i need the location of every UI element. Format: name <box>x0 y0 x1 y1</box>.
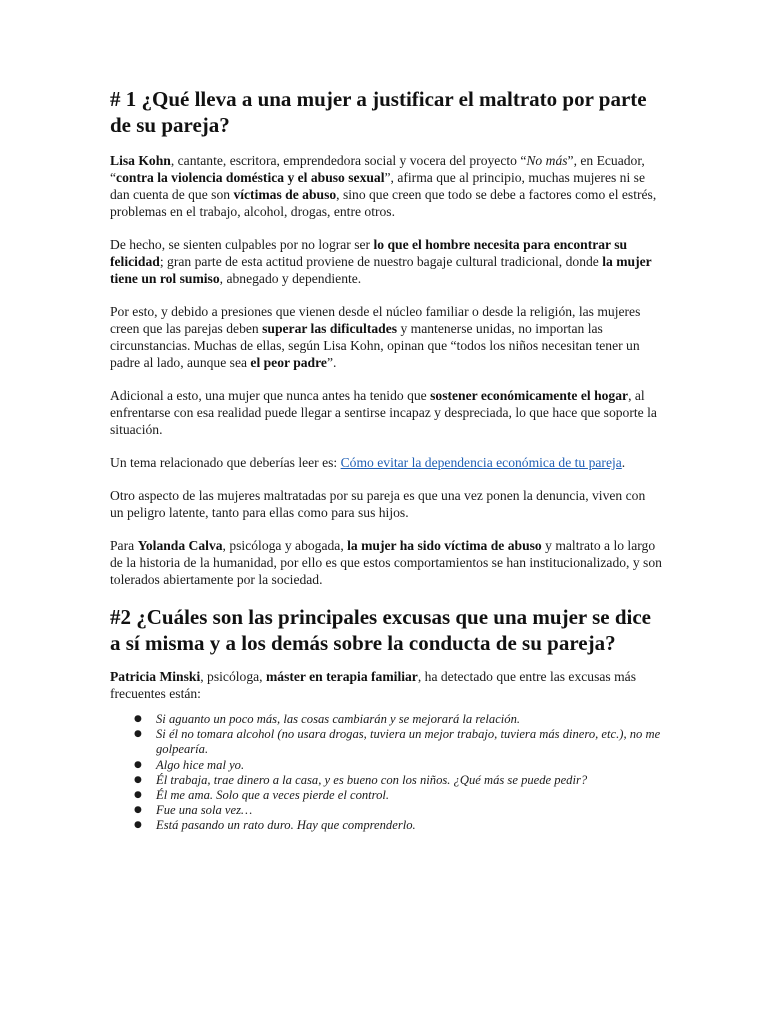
text-span: , psicóloga, <box>200 669 266 684</box>
person-name: Patricia Minski <box>110 669 201 684</box>
bold-phrase: el peor padre <box>250 355 327 370</box>
text-span: , al enfrentarse con esa realidad puede llegar a sentirse incapaz y despreciada, lo que hace que soporte la situación. <box>110 388 657 437</box>
bullet-icon: ● <box>134 729 142 740</box>
text-span: Para <box>110 538 138 553</box>
section-1-paragraph-4 <box>110 387 662 438</box>
bold-phrase: lo que el hombre necesita para encontrar su felicidad <box>110 237 628 269</box>
list-item <box>110 788 662 803</box>
text-span: y maltrato a lo largo de la historia de la humanidad, por ello es que estos comportamientos se han institucionalizado, y son tolerados abiertamente por la sociedad. <box>110 538 662 587</box>
bold-phrase: víctimas de abuso <box>233 187 337 202</box>
section-2-heading: #2 ¿Cuáles son las principales excusas que una mujer se dice a sí misma y a los demás sobre la conducta de su pareja? <box>110 605 651 655</box>
excuse-text: Está pasando un rato duro. Hay que comprenderlo. <box>156 818 416 833</box>
section-2-paragraph-1 <box>110 668 662 702</box>
text-span: ”, en Ecuador, “ <box>110 153 645 185</box>
list-item <box>110 712 662 727</box>
list-item <box>110 803 662 818</box>
bold-phrase: superar las dificultades <box>262 321 398 336</box>
bullet-icon: ● <box>134 820 142 831</box>
section-1-paragraph-1 <box>110 152 662 220</box>
page-body <box>110 86 662 834</box>
excuse-text: Él me ama. Solo que a veces pierde el control. <box>156 788 390 803</box>
text-span: De hecho, se sienten culpables por no lograr ser <box>110 237 374 252</box>
section-1-paragraph-3 <box>110 303 662 371</box>
bullet-icon: ● <box>134 790 142 801</box>
text-span: Un tema relacionado que deberías leer es: <box>110 455 341 470</box>
text-span: Por esto, y debido a presiones que vienen desde el núcleo familiar o desde la religión, las mujeres creen que las parejas deben <box>110 304 641 336</box>
bold-phrase: la mujer ha sido víctima de abuso <box>347 538 542 553</box>
section-1-heading: # 1 ¿Qué lleva a una mujer a justificar el maltrato por parte de su pareja? <box>110 87 647 137</box>
text-span: ”, afirma que al principio, muchas mujeres ni se dan cuenta de que son <box>110 170 645 202</box>
list-item <box>110 773 662 788</box>
bullet-icon: ● <box>134 714 142 724</box>
text-span: . <box>621 455 626 470</box>
person-name: Lisa Kohn <box>110 153 171 168</box>
bullet-icon: ● <box>134 774 142 785</box>
text-span: Adicional a esto, una mujer que nunca antes ha tenido que <box>110 388 431 403</box>
bold-phrase: sostener económicamente el hogar <box>430 388 629 403</box>
excuse-text: Si él no tomara alcohol (no usara drogas, tuviera un mejor trabajo, tuviera más dinero, etc.), no me golpearía. <box>156 727 661 757</box>
related-article-paragraph <box>110 454 662 471</box>
project-name: No más <box>526 153 568 168</box>
excuse-text: Él trabaja, trae dinero a la casa, y es bueno con los niños. ¿Qué más se puede pedir? <box>156 772 588 787</box>
related-article-link[interactable]: Cómo evitar la dependencia económica de tu pareja <box>340 455 622 470</box>
person-name: Yolanda Calva <box>137 538 223 553</box>
text-span: , sino que creen que todo se debe a factores como el estrés, problemas en el trabajo, alcohol, drogas, entre otros. <box>110 187 657 219</box>
bold-phrase: máster en terapia familiar <box>265 669 418 684</box>
list-item <box>110 727 662 757</box>
bold-phrase: contra la violencia doméstica y el abuso sexual <box>116 170 385 185</box>
text-span: , abnegado y dependiente. <box>219 271 362 286</box>
bullet-icon: ● <box>134 805 142 816</box>
list-item <box>110 818 662 833</box>
text-span: ; gran parte de esta actitud proviene de nuestro bagaje cultural tradicional, donde <box>159 254 603 269</box>
text-span: y mantenerse unidas, no importan las circunstancias. Muchas de ellas, según Lisa Kohn, opinan que “todos los niños necesitan tener un padre al lado, aunque sea <box>110 321 640 370</box>
section-1-paragraph-7 <box>110 537 662 588</box>
bullet-icon: ● <box>134 759 142 770</box>
excuse-text: Si aguanto un poco más, las cosas cambiarán y se mejorará la relación. <box>156 712 521 726</box>
text-span: , cantante, escritora, emprendedora social y vocera del proyecto “ <box>170 153 527 168</box>
excuses-list <box>110 712 662 834</box>
text-span: , psicóloga y abogada, <box>222 538 348 553</box>
text-span: , ha detectado que entre las excusas más frecuentes están: <box>110 669 637 701</box>
text-span: ”. <box>326 355 337 370</box>
section-1-paragraph-6: Otro aspecto de las mujeres maltratadas por su pareja es que una vez ponen la denuncia, viven con un peligro latente, tanto para ellas como para sus hijos. <box>110 488 646 520</box>
bold-phrase: la mujer tiene un rol sumiso <box>110 254 652 286</box>
section-1-paragraph-2 <box>110 236 662 287</box>
excuse-text: Algo hice mal yo. <box>156 757 245 772</box>
list-item <box>110 758 662 773</box>
excuse-text: Fue una sola vez… <box>156 803 253 818</box>
